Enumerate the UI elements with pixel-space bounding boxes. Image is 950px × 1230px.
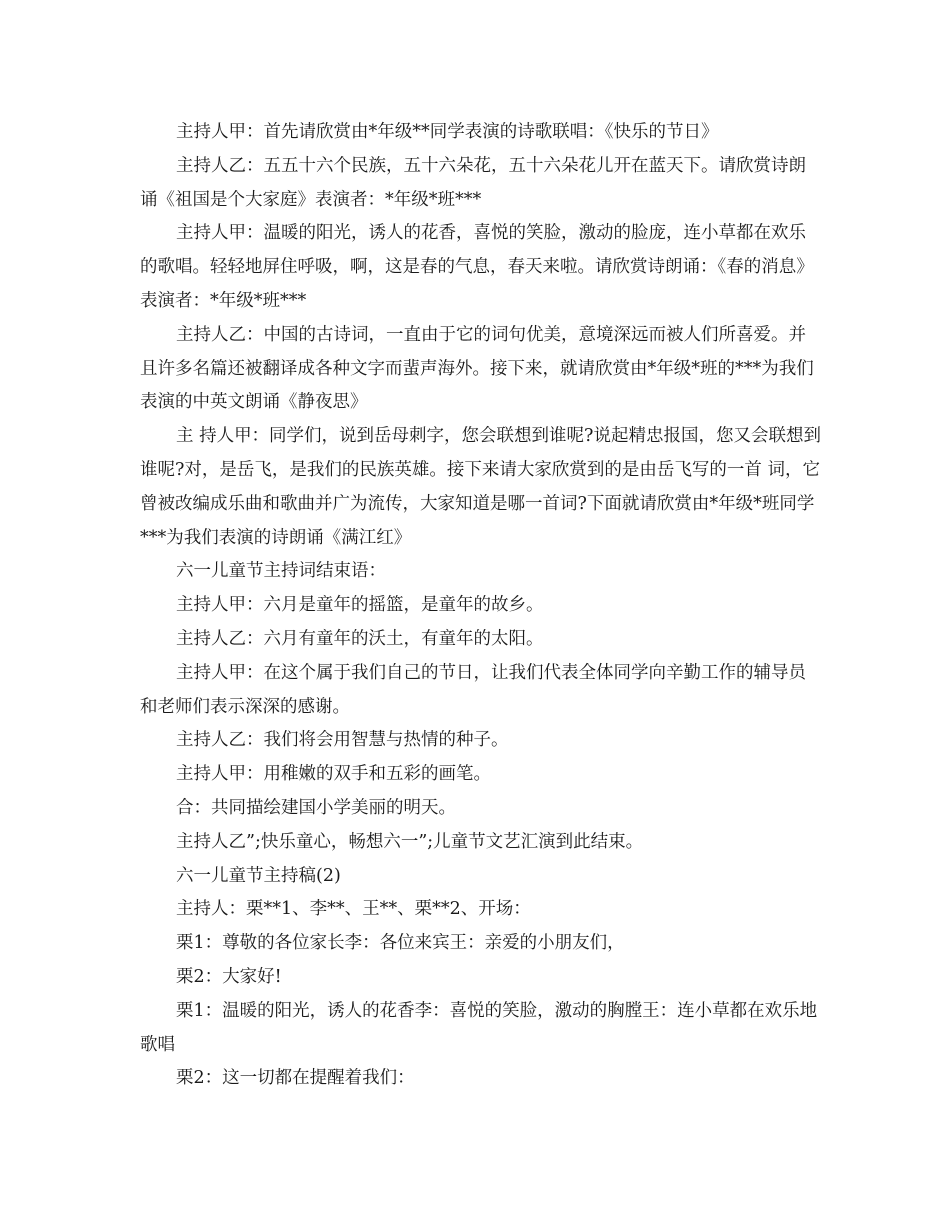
paragraph: 主 持人甲：同学们，说到岳母刺字，您会联想到谁呢?说起精忠报国，您又会联想到谁呢?对，是岳飞，是我们的民族英雄。接下来请大家欣赏到的是由岳飞写的一首 词，它曾被改编成乐曲和歌曲并广为流传，大家知道是哪一首词?下面就请欣赏由*年级*班同学***为我们表演的诗朗诵《满江红》 — [140, 426, 821, 548]
document-body — [140, 116, 822, 1096]
paragraph: 主持人乙：我们将会用智慧与热情的种子。 — [176, 730, 509, 751]
paragraph: 栗1：温暖的阳光，诱人的花香李：喜悦的笑脸，激动的胸膛王：连小草都在欢乐地歌唱 — [140, 1000, 818, 1055]
paragraph: 主持人乙：五五十六个民族，五十六朵花，五十六朵花儿开在蓝天下。请欣赏诗朗诵《祖国是个大家庭》表演者：*年级*班*** — [140, 155, 806, 210]
paragraph: 主持人乙：六月有童年的沃土，有童年的太阳。 — [176, 628, 544, 649]
paragraph: 主持人甲：六月是童年的摇篮，是童年的故乡。 — [176, 595, 544, 616]
paragraph: 主持人甲：在这个属于我们自己的节日，让我们代表全体同学向辛勤工作的辅导员和老师们表示深深的感谢。 — [140, 662, 806, 717]
paragraph: 主持人：栗**1、李**、王**、栗**2、开场： — [176, 899, 531, 920]
paragraph: 栗2：这一切都在提醒着我们： — [176, 1068, 415, 1089]
paragraph: 主持人甲：温暖的阳光，诱人的花香，喜悦的笑脸，激动的脸庞，连小草都在欢乐的歌唱。轻轻地屏住呼吸，啊，这是春的气息，春天来啦。请欣赏诗朗诵：《春的消息》表演者：*年级*班*** — [140, 223, 814, 311]
paragraph: 合：共同描绘建国小学美丽的明天。 — [176, 797, 456, 818]
paragraph: 主持人乙”;快乐童心，畅想六一”;儿童节文艺汇演到此结束。 — [176, 831, 644, 852]
paragraph: 主持人甲：首先请欣赏由*年级**同学表演的诗歌联唱：《快乐的节日》 — [176, 122, 719, 142]
section-heading: 六一儿童节主持词结束语： — [176, 561, 386, 582]
paragraph: 主持人乙：中国的古诗词，一直由于它的词句优美，意境深远而被人们所喜爱。并且许多名篇还被翻译成各种文字而蜚声海外。接下来，就请欣赏由*年级*班的***为我们表演的中英文朗诵《静夜思》 — [140, 324, 814, 413]
paragraph: 栗1：尊敬的各位家长李：各位来宾王：亲爱的小朋友们， — [176, 933, 625, 954]
section-heading: 六一儿童节主持稿(2) — [176, 865, 341, 886]
paragraph: 栗2：大家好! — [176, 966, 282, 987]
paragraph: 主持人甲：用稚嫩的双手和五彩的画笔。 — [176, 764, 491, 785]
